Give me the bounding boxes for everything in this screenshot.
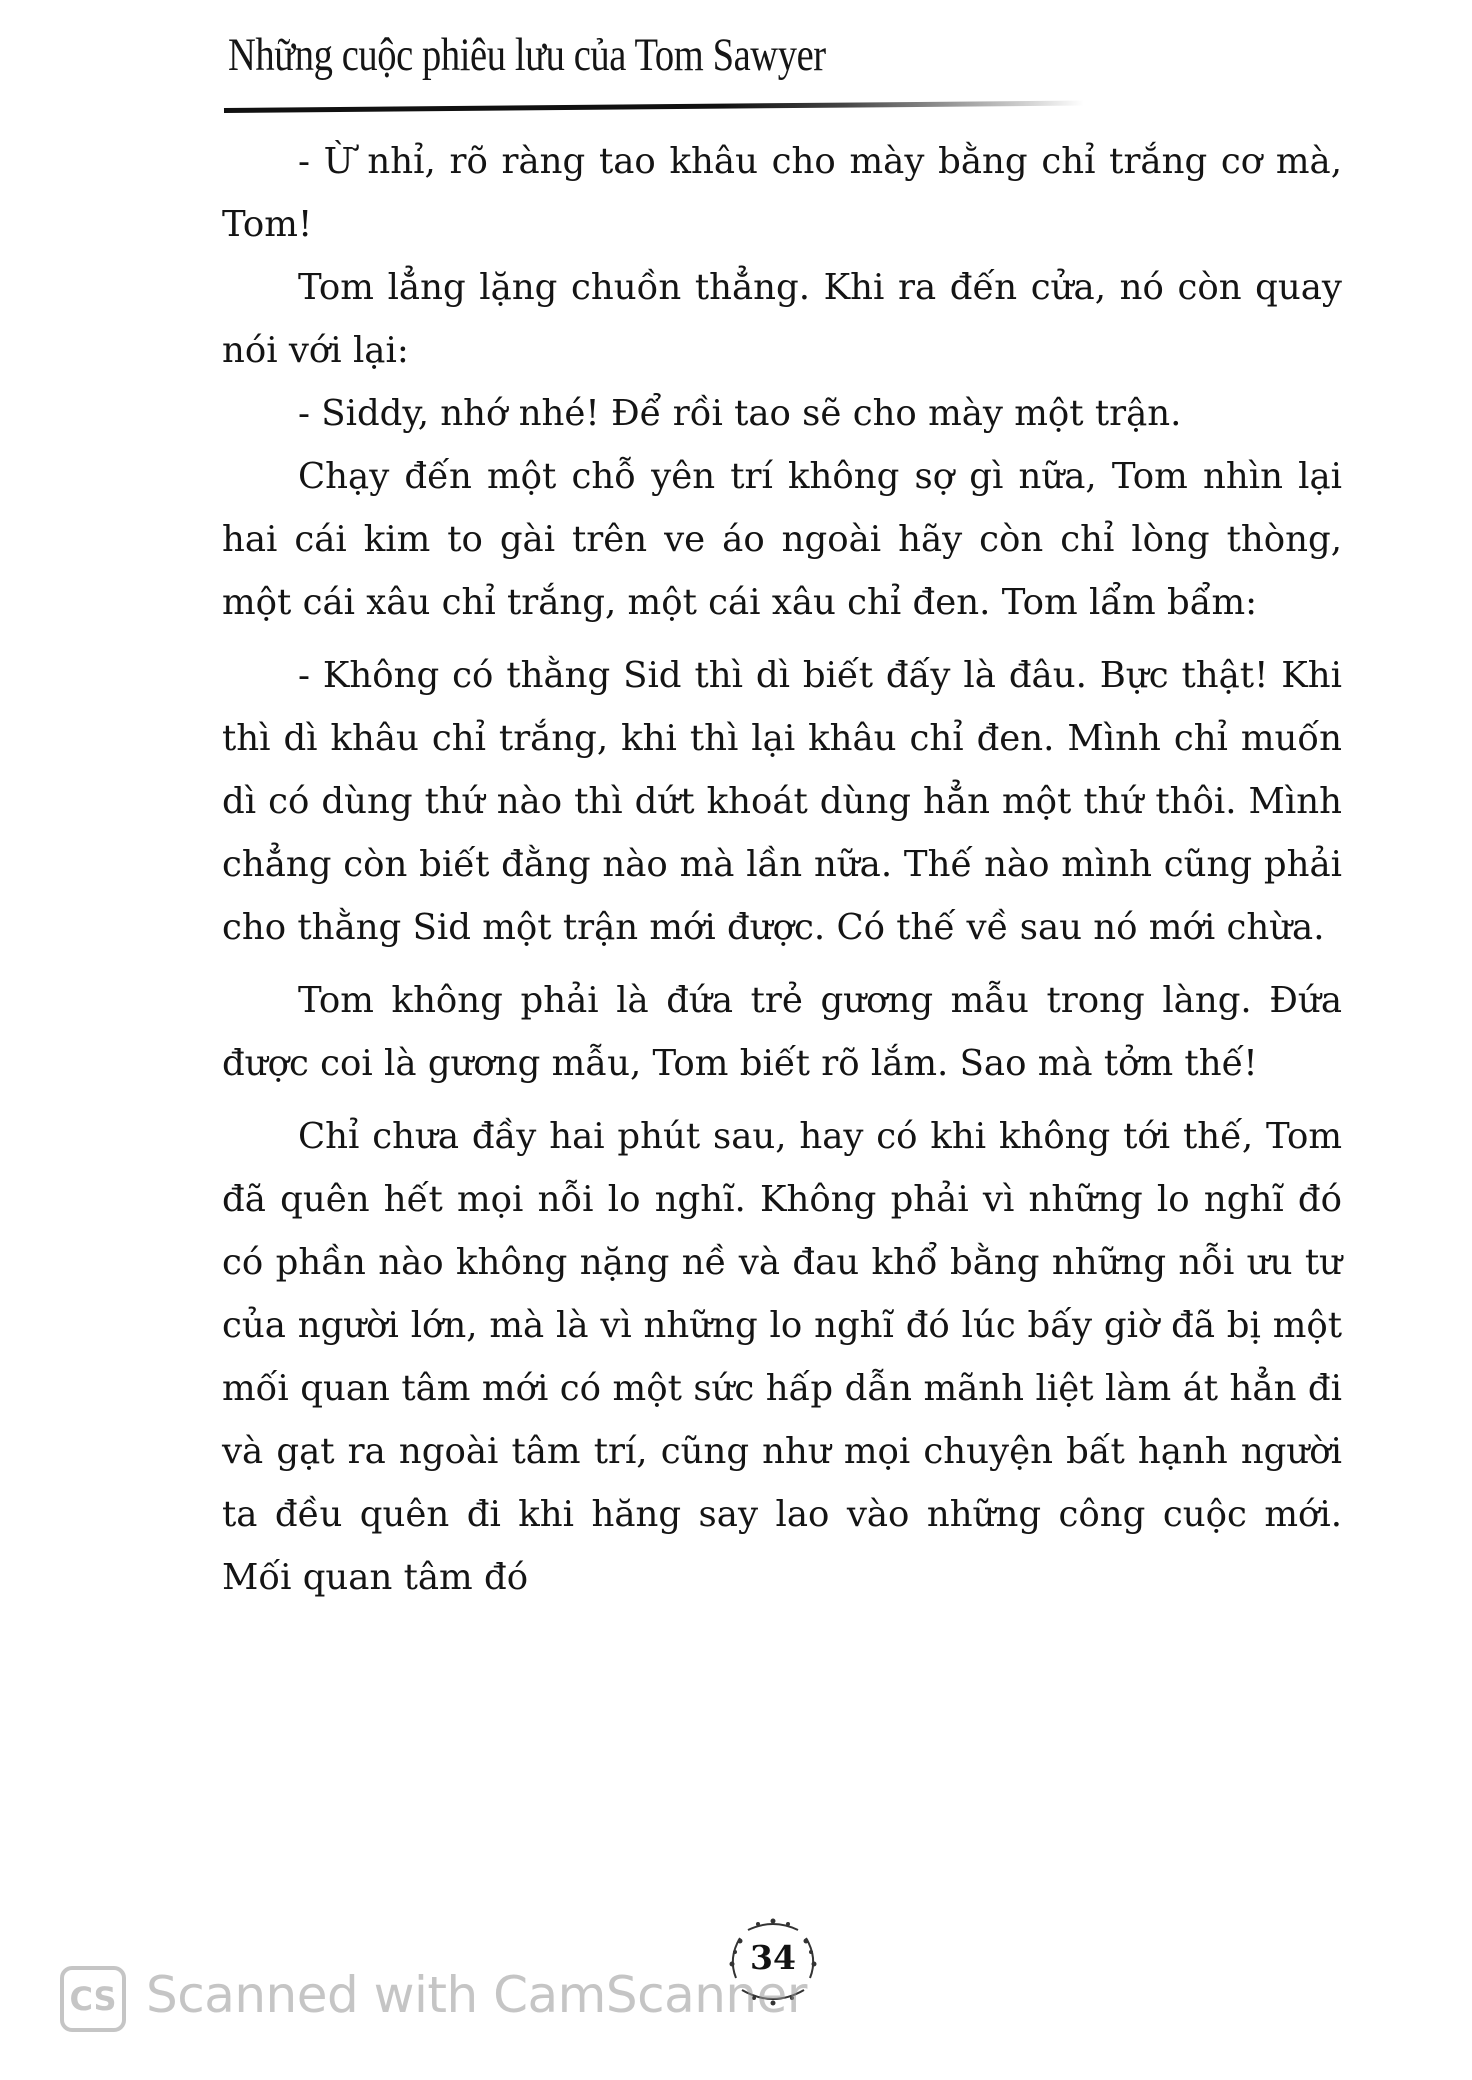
body-text: [222, 130, 1342, 1609]
watermark-text: Scanned with CamScanner: [146, 1966, 807, 2024]
paragraph: Chạy đến một chỗ yên trí không sợ gì nữa, Tom nhìn lại hai cái kim to gài trên ve áo ngoài hãy còn chỉ lòng thòng, một cái xâu chỉ trắng, một cái xâu chỉ đen. Tom lẩm bẩm:: [222, 456, 1342, 623]
paragraph: Chỉ chưa đầy hai phút sau, hay có khi không tới thế, Tom đã quên hết mọi nỗi lo nghĩ. Không phải vì những lo nghĩ đó có phần nào không nặng nề và đau khổ bằng những nỗi ưu tư của người lớn, mà là vì những lo nghĩ đó lúc bấy giờ đã bị một mối quan tâm mới có một sức hấp dẫn mãnh liệt làm át hẳn đi và gạt ra ngoài tâm trí, cũng như mọi chuyện bất hạnh người ta đều quên đi khi hăng say lao vào những công cuộc mới. Mối quan tâm đó: [222, 1116, 1342, 1598]
camscanner-logo: CS: [60, 1966, 126, 2032]
paragraph: - Không có thằng Sid thì dì biết đấy là đâu. Bực thật! Khi thì dì khâu chỉ trắng, khi thì lại khâu chỉ đen. Mình chỉ muốn dì có dùng thứ nào thì dứt khoát dùng hẳn một thứ thôi. Mình chẳng còn biết đằng nào mà lần nữa. Thế nào mình cũng phải cho thằng Sid một trận mới được. Có thế về sau nó mới chừa.: [222, 655, 1342, 948]
paragraph: - Siddy, nhớ nhé! Để rồi tao sẽ cho mày một trận.: [298, 393, 1182, 434]
paragraph: Tom lẳng lặng chuồn thẳng. Khi ra đến cửa, nó còn quay nói với lại:: [222, 267, 1342, 371]
page-number: 34: [750, 1938, 796, 1977]
page-number-ornament: [718, 1908, 828, 2018]
paragraph: - Ừ nhỉ, rõ ràng tao khâu cho mày bằng chỉ trắng cơ mà, Tom!: [222, 141, 1342, 245]
running-header: [222, 24, 1102, 120]
header-rule: [224, 100, 1084, 113]
book-title: Những cuộc phiêu lưu của Tom Sawyer: [228, 29, 826, 81]
paragraph: Tom không phải là đứa trẻ gương mẫu trong làng. Đứa được coi là gương mẫu, Tom biết rõ lắm. Sao mà tởm thế!: [222, 980, 1342, 1084]
